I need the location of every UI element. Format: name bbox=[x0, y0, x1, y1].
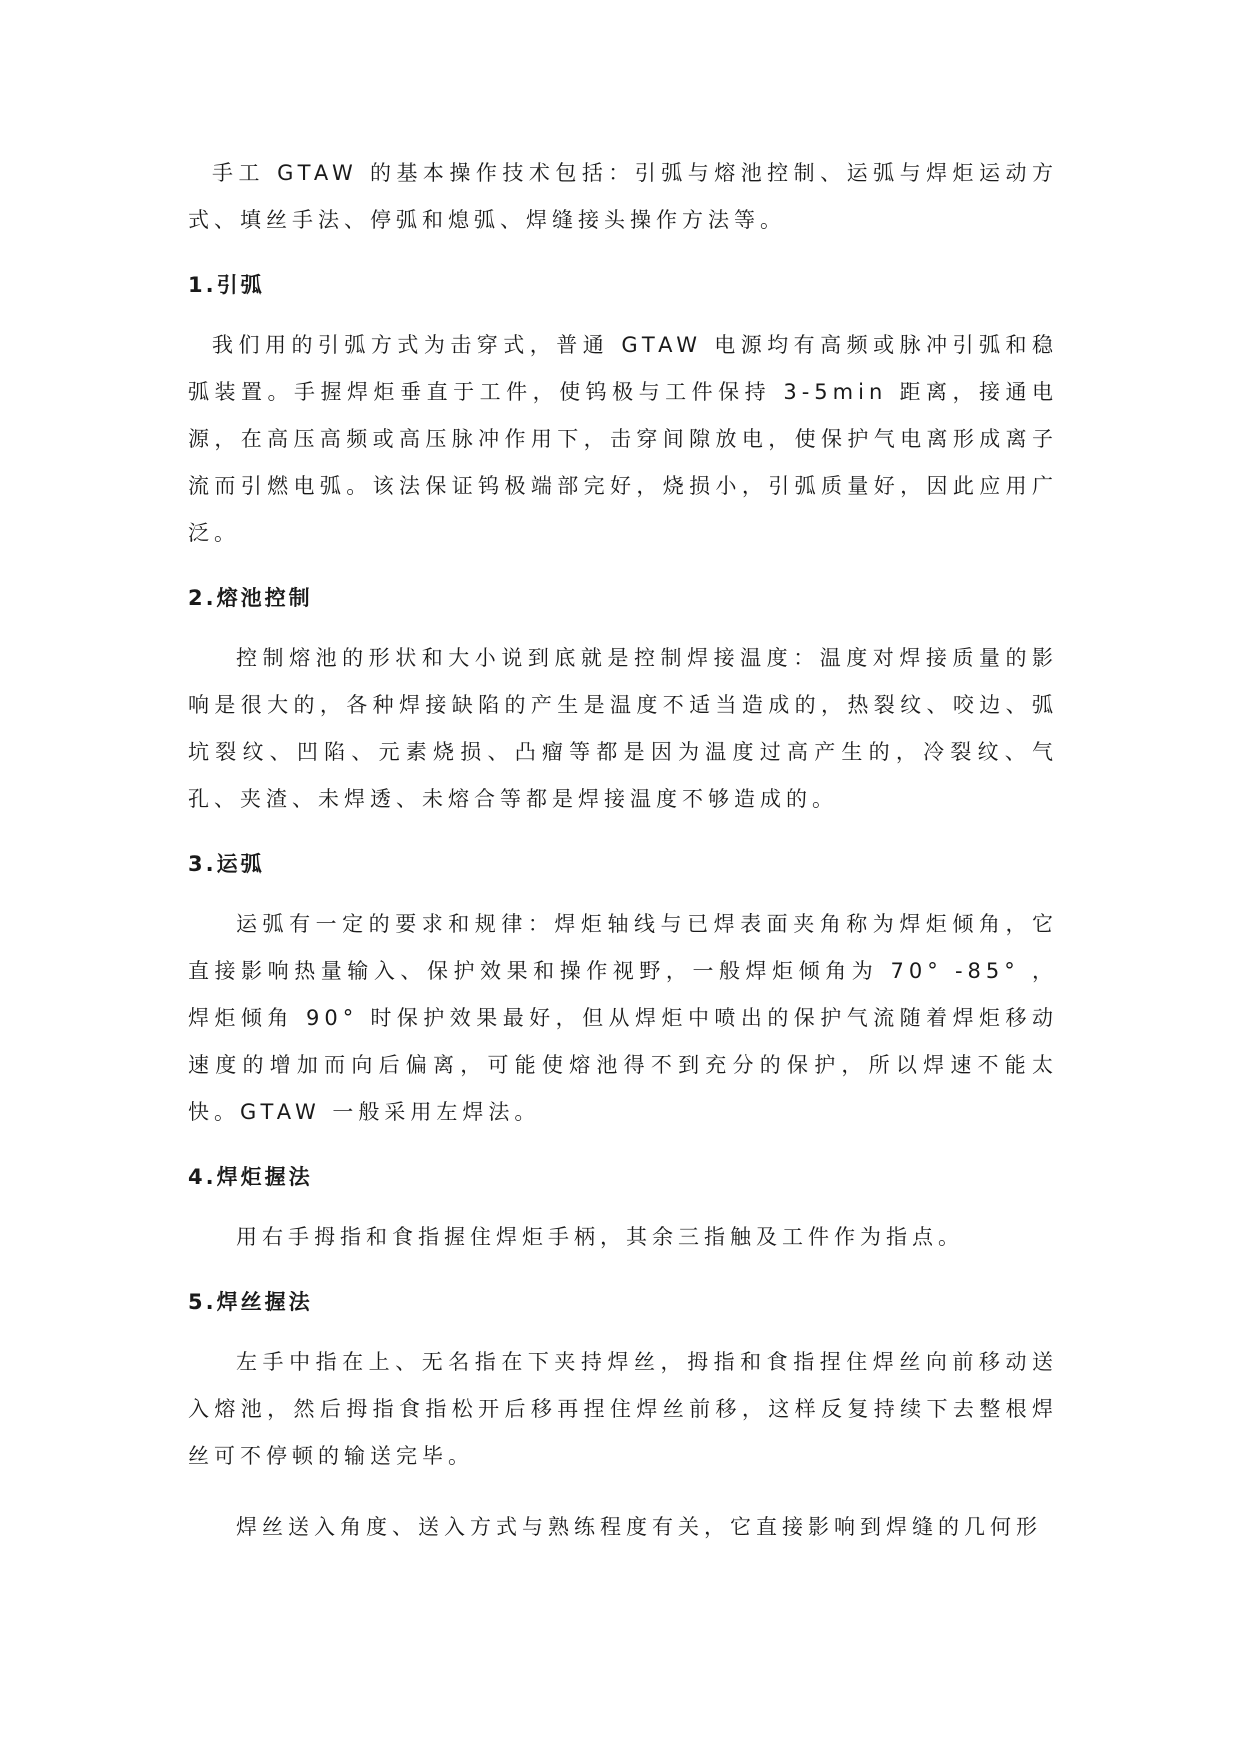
section-heading-wire-grip: 5.焊丝握法 bbox=[188, 1290, 313, 1314]
document-body bbox=[188, 150, 1058, 1551]
section-heading-torch-grip: 4.焊炬握法 bbox=[188, 1165, 313, 1189]
section-paragraph: 我们用的引弧方式为击穿式，普通 GTAW 电源均有高频或脉冲引弧和稳弧装置。手握焊炬垂直于工件，使钨极与工件保持 3-5min 距离，接通电源，在高压高频或高压脉冲作用下，击穿间隙放电，使保护气电离形成离子流而引燃电弧。该法保证钨极端部完好，烧损小，引弧质量好，因此应用广泛。 bbox=[188, 333, 1058, 545]
intro-paragraph: 手工 GTAW 的基本操作技术包括：引弧与熔池控制、运弧与焊炬运动方式、填丝手法、停弧和熄弧、焊缝接头操作方法等。 bbox=[188, 161, 1058, 232]
section-heading-arc-striking: 1.引弧 bbox=[188, 273, 265, 297]
section-paragraph: 运弧有一定的要求和规律：焊炬轴线与已焊表面夹角称为焊炬倾角，它直接影响热量输入、保护效果和操作视野，一般焊炬倾角为 70° -85° ，焊炬倾角 90° 时保护效果最好，但从焊炬中喷出的保护气流随着焊炬移动速度的增加而向后偏离，可能使熔池得不到充分的保护，所以焊速不能太快。GTAW 一般采用左焊法。 bbox=[188, 912, 1058, 1124]
section-heading-arc-movement: 3.运弧 bbox=[188, 852, 265, 876]
section-paragraph: 左手中指在上、无名指在下夹持焊丝，拇指和食指捏住焊丝向前移动送入熔池，然后拇指食指松开后移再捏住焊丝前移，这样反复持续下去整根焊丝可不停顿的输送完毕。 bbox=[188, 1350, 1058, 1468]
section-heading-weld-pool-control: 2.熔池控制 bbox=[188, 586, 313, 610]
section-paragraph: 焊丝送入角度、送入方式与熟练程度有关，它直接影响到焊缝的几何形 bbox=[236, 1515, 1042, 1539]
section-paragraph: 用右手拇指和食指握住焊炬手柄，其余三指触及工件作为指点。 bbox=[236, 1225, 964, 1249]
section-paragraph: 控制熔池的形状和大小说到底就是控制焊接温度：温度对焊接质量的影响是很大的，各种焊接缺陷的产生是温度不适当造成的，热裂纹、咬边、弧坑裂纹、凹陷、元素烧损、凸瘤等都是因为温度过高产生的，冷裂纹、气孔、夹渣、未焊透、未熔合等都是焊接温度不够造成的。 bbox=[188, 646, 1058, 811]
